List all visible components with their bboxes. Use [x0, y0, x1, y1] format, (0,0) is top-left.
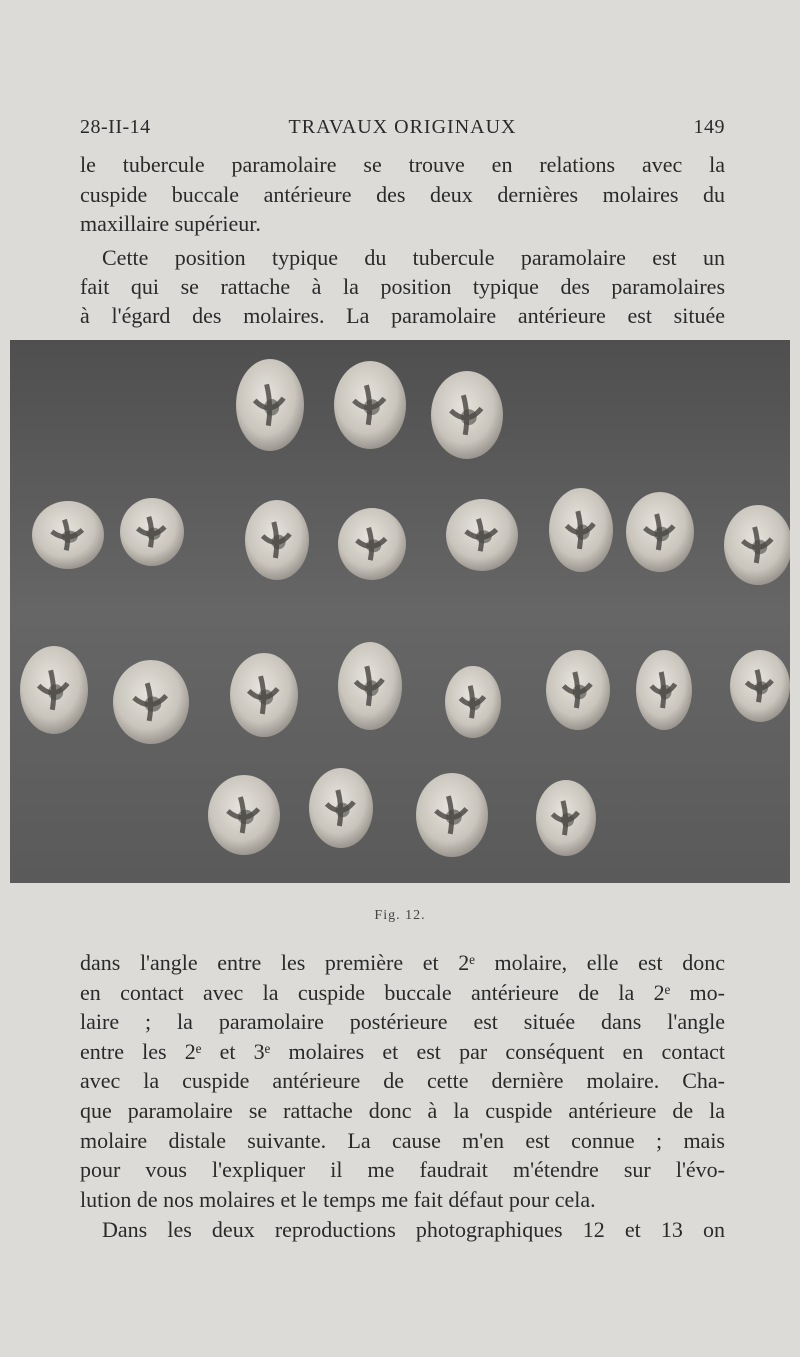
- text-line: à l'égard des molaires. La paramolaire antérieure est située: [80, 303, 725, 328]
- molar-tooth: [208, 775, 280, 855]
- text-line: entre les 2ᵉ et 3ᵉ molaires et est par conséquent en contact: [80, 1039, 725, 1064]
- molar-tooth: [446, 499, 518, 571]
- molar-tooth: [626, 492, 694, 572]
- molar-tooth: [309, 768, 373, 848]
- molar-tooth: [445, 666, 501, 738]
- figure-caption: Fig. 12.: [374, 908, 426, 923]
- text-line: pour vous l'expliquer il me faudrait m'étendre sur l'évo-: [80, 1157, 725, 1182]
- text-line: fait qui se rattache à la position typique des paramolaires: [80, 274, 725, 299]
- header-section-title: TRAVAUX ORIGINAUX: [288, 116, 517, 138]
- molars-photograph: [10, 340, 790, 883]
- text-line: Cette position typique du tubercule paramolaire est un: [102, 245, 725, 270]
- molar-tooth: [536, 780, 596, 856]
- text-line: cuspide buccale antérieure des deux dernières molaires du: [80, 182, 725, 207]
- header-date: 28-II-14: [80, 116, 151, 138]
- molar-tooth: [724, 505, 790, 585]
- molar-tooth: [549, 488, 613, 572]
- text-line: que paramolaire se rattache donc à la cuspide antérieure de la: [80, 1098, 725, 1123]
- molar-tooth: [113, 660, 189, 744]
- running-header: [80, 116, 725, 146]
- molar-tooth: [338, 508, 406, 580]
- molar-tooth: [120, 498, 184, 566]
- text-line: molaire distale suivante. La cause m'en est connue ; mais: [80, 1128, 725, 1153]
- text-line: avec la cuspide antérieure de cette dernière molaire. Cha-: [80, 1068, 725, 1093]
- text-line: laire ; la paramolaire postérieure est située dans l'angle: [80, 1009, 725, 1034]
- molar-tooth: [236, 359, 304, 451]
- molar-tooth: [730, 650, 790, 722]
- molar-tooth: [32, 501, 104, 569]
- molar-tooth: [245, 500, 309, 580]
- text-line: Dans les deux reproductions photographiques 12 et 13 on: [102, 1217, 725, 1242]
- text-line: lution de nos molaires et le temps me fait défaut pour cela.: [80, 1187, 596, 1212]
- molar-tooth: [431, 371, 503, 459]
- molar-tooth: [338, 642, 402, 730]
- text-line: le tubercule paramolaire se trouve en relations avec la: [80, 152, 725, 177]
- molar-tooth: [334, 361, 406, 449]
- molar-tooth: [416, 773, 488, 857]
- molar-tooth: [636, 650, 692, 730]
- molar-tooth: [230, 653, 298, 737]
- page-number: 149: [693, 116, 725, 138]
- text-line: dans l'angle entre les première et 2ᵉ molaire, elle est donc: [80, 950, 725, 975]
- text-line: maxillaire supérieur.: [80, 211, 261, 236]
- molar-tooth: [546, 650, 610, 730]
- molar-tooth: [20, 646, 88, 734]
- text-line: en contact avec la cuspide buccale antérieure de la 2ᵉ mo-: [80, 980, 725, 1005]
